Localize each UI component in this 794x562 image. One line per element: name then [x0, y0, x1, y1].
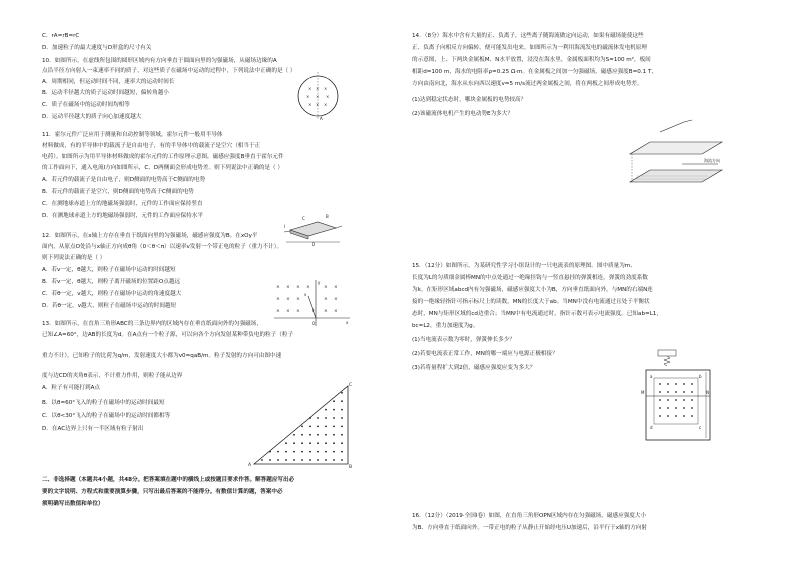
q13-option-c: C．以θ<30°飞入的粒子在磁场中的运动时间都相等: [42, 413, 171, 419]
field-dot: [285, 442, 287, 444]
field-dot: [261, 459, 263, 461]
field-dot: [667, 383, 669, 385]
axis-label-x: x: [346, 320, 349, 325]
field-dot: [659, 407, 661, 409]
q13-triangle-field-figure: [248, 380, 354, 468]
field-dot: [317, 434, 319, 436]
q11-option-b: B．若元件的载流子是空穴，则D侧面的电势高于C侧面的电势: [42, 189, 194, 195]
rod-end-m-label: M: [641, 390, 645, 395]
q13-stem: 已知∠A=60°，边AB的长度为d。在A点有一个粒子源，可以向各个方向发射某种带负电的粒子（粒子: [42, 332, 294, 338]
q14-question-2: (2)该磁流体电机产生的电动势E为多大？: [412, 111, 513, 117]
field-dot: [325, 434, 327, 436]
field-dot: [691, 391, 693, 393]
svg-text:×: ×: [324, 285, 328, 290]
field-dot: [325, 459, 327, 461]
field-dot: [309, 442, 311, 444]
q14-stem: 的示意图，上、下两块金属板M、N水平放置，浸没在海水里，金属板面积均为S=100 m²，板间: [412, 57, 651, 63]
field-dot: [691, 407, 693, 409]
q10-option-d: D．运动半径越大的质子向心加速度越大: [42, 114, 142, 120]
svg-text:×: ×: [286, 297, 290, 302]
origin-label: O: [312, 321, 316, 326]
field-dot: [293, 434, 295, 436]
q13-stem: 重力不计），已知粒子的比荷为q/m，发射速度大小都为v0=qaB/m。粒子发射的方向可由图中速: [42, 353, 282, 359]
svg-text:×: ×: [334, 297, 338, 302]
svg-text:×: ×: [308, 102, 312, 107]
field-dot: [301, 426, 303, 428]
field-dot: [333, 459, 335, 461]
section-two-heading: 须明确写出数值和单位）: [42, 501, 104, 507]
svg-text:×: ×: [276, 309, 280, 314]
q11-option-c: C．在测地球赤道上方的地磁场强弱时，元件的工作面应保持竖直: [42, 201, 203, 207]
q12-option-b: B．若v一定，θ越大，则粒子离开磁场的位置距O点越远: [42, 279, 181, 285]
q10-stem: 10．如图所示，在虚线所包围的圆形区域内有方向垂直于圆面向里的匀强磁场，从磁场边缘的A: [42, 58, 277, 64]
q14-stem: 相距d=100 m，海水的电阻率ρ=0.25 Ω·m。在金属板之间加一匀强磁场，磁感应强度B=0.1 T，: [412, 69, 657, 75]
q15-stem: bc=L2，重力加速度为g。: [412, 323, 479, 329]
text-line: D．加速粒子的最大速度与D形盒的尺寸有关: [42, 45, 152, 51]
field-dot: [683, 407, 685, 409]
sea-current-label: 海流方向: [704, 158, 720, 163]
q15-question-1: (1)当电流表示数为零时，弹簧伸长多少？: [412, 337, 516, 343]
field-dot: [691, 399, 693, 401]
field-dot: [309, 451, 311, 453]
svg-text:×: ×: [326, 94, 330, 99]
svg-text:×: ×: [276, 285, 280, 290]
hall-label-b: B: [326, 214, 329, 219]
svg-text:×: ×: [276, 297, 280, 302]
q11-stem: 的工作面向下，通入电流I方向如图所示，C、D两侧面会形成电势差。则下列说法中正确的是（ ）: [42, 165, 283, 171]
svg-text:×: ×: [334, 309, 338, 314]
svg-text:×: ×: [324, 297, 328, 302]
field-dot: [317, 442, 319, 444]
hall-label-i: I: [284, 224, 286, 229]
axis-label-y: y: [318, 280, 321, 285]
field-dot: [309, 459, 311, 461]
hall-label-d: D: [312, 242, 316, 247]
q11-option-d: D．在测地球赤道上方的地磁场强弱时，元件的工作面应保持水平: [42, 213, 203, 219]
corner-d-label: d: [650, 425, 653, 430]
q15-question-3: (3)若将量程扩大到2倍，磁感应强度应变为多大？: [412, 365, 536, 371]
q13-stem: 度与边CD的夹角θ表示，不计重力作用，则粒子能从边界: [42, 373, 183, 379]
svg-text:×: ×: [296, 285, 300, 290]
q15-stem: 15．（12分）如图所示，为某研究性学习小组设计的一只电流表的原理图。图中质量为m、: [412, 263, 636, 269]
field-dot: [309, 417, 311, 419]
vertex-a-label: A: [248, 463, 252, 468]
corner-c-label: c: [699, 425, 702, 430]
svg-text:×: ×: [316, 86, 320, 91]
field-dot: [333, 426, 335, 428]
q15-ammeter-figure: [640, 348, 716, 446]
field-dot: [325, 451, 327, 453]
field-dot: [333, 417, 335, 419]
q10-option-a: A．周期相同，但运动时间不同，速率大的运动时间长: [42, 79, 175, 85]
field-dot: [269, 459, 271, 461]
field-dot: [325, 409, 327, 411]
q11-hall-element-figure: [282, 210, 344, 248]
point-a-label: A: [320, 116, 323, 121]
q12-option-a: A．若v一定，θ越大，则粒子在磁场中运动的时间越短: [42, 267, 176, 273]
field-dot: [309, 434, 311, 436]
field-dot: [667, 391, 669, 393]
q16-stem: 为B、方向垂直于纸面向外。一带正电的粒子从静止开始经电压U加速后，沿平行于x轴的方向射: [412, 525, 647, 531]
field-dot: [691, 383, 693, 385]
q12-stem: 则下列说法正确的是（ ）: [42, 255, 106, 261]
svg-text:×: ×: [286, 309, 290, 314]
field-dot: [659, 399, 661, 401]
q15-stem: 为k。在矩形区域abcd内有匀强磁场，磁感应强度大小为B，方向垂直纸面向外。与MN的右端N连: [412, 287, 653, 293]
field-dot: [341, 426, 343, 428]
field-dot: [341, 442, 343, 444]
q11-stem: 11．霍尔元件广泛应用于测量和自动控制等领域，霍尔元件一般用半导体: [42, 132, 223, 138]
field-dot: [293, 459, 295, 461]
q11-option-a: A．若元件的载流子是自由电子，则D侧面的电势高于C侧面的电势: [42, 177, 206, 183]
field-dot: [691, 415, 693, 417]
velocity-label: v: [304, 292, 307, 297]
field-dot: [333, 442, 335, 444]
field-dot: [285, 451, 287, 453]
field-dot: [325, 426, 327, 428]
corner-a-label: a: [650, 374, 653, 379]
q10-stem: 点沿半径方向射入一束速率不同的质子，对这些质子在磁场中运动的过程中，下列说法中正确的是（ ）: [42, 68, 296, 74]
field-dot: [333, 409, 335, 411]
field-dot: [277, 459, 279, 461]
q13-stem: 13．如图所示，在直角三角形ABC的三条边界内的区域内存在垂直纸面向外的匀强磁场，: [42, 321, 262, 327]
field-dot: [675, 391, 677, 393]
field-dot: [317, 417, 319, 419]
q15-stem: 接的一绝缘轻指针可指示标尺上的读数，MN的长度大于ab。当MN中没有电流通过且处于平衡状: [412, 299, 650, 305]
svg-text:×: ×: [296, 297, 300, 302]
field-dot: [667, 399, 669, 401]
field-dot: [341, 459, 343, 461]
q10-option-b: B．运动半径越大的质子运动时间越短，偏转角越小: [42, 90, 169, 96]
svg-text:×: ×: [324, 102, 328, 107]
field-dot: [317, 459, 319, 461]
field-dot: [269, 451, 271, 453]
q12-stem: 面内，从原点O处沿与x轴正方向成θ角（0＜θ＜π）以速率v发射一个带正电的粒子（重力不计）。: [42, 244, 283, 250]
field-dot: [301, 434, 303, 436]
field-dot: [683, 415, 685, 417]
rod-end-n-label: N: [706, 390, 709, 395]
field-dot: [277, 451, 279, 453]
field-dot: [333, 400, 335, 402]
field-dot: [675, 415, 677, 417]
text-line: C．rA=rB=rC: [42, 33, 80, 39]
corner-b-label: b: [699, 374, 702, 379]
svg-text:×: ×: [296, 309, 300, 314]
field-dot: [309, 426, 311, 428]
q13-option-b: B．以θ=60°飞入的粒子在磁场中的运动时间最短: [42, 400, 165, 406]
field-dot: [341, 417, 343, 419]
field-dot: [301, 451, 303, 453]
q14-stem: 正、负离子向相反方向偏转，便可能发出电来。如图所示为一利用海流发电的磁流体发电机原理: [412, 45, 647, 51]
field-dot: [317, 426, 319, 428]
field-dot: [333, 434, 335, 436]
svg-text:×: ×: [286, 285, 290, 290]
field-dot: [659, 415, 661, 417]
field-dot: [683, 391, 685, 393]
field-dot: [341, 434, 343, 436]
q10-circle-field-figure: [292, 70, 344, 122]
field-dot: [341, 451, 343, 453]
svg-text:×: ×: [324, 309, 328, 314]
q12-axis-field-figure: [270, 278, 352, 328]
svg-text:×: ×: [308, 86, 312, 91]
field-dot: [325, 442, 327, 444]
field-dot: [293, 451, 295, 453]
q15-stem: 长度为L的匀质细金属棒MN的中点处通过一绝缘挂钩与一竖直悬挂的弹簧相连，弹簧的劲度系数: [412, 275, 648, 281]
field-dot: [341, 400, 343, 402]
q14-stem: 方向由南向北，海水从东向西以速度v=5 m/s流过两金属板之间，将在两板之间形成电势差。: [412, 81, 643, 87]
vertex-c-label: C: [349, 383, 353, 388]
field-dot: [341, 409, 343, 411]
field-dot: [317, 451, 319, 453]
vertex-b-label: B: [349, 465, 353, 468]
svg-text:×: ×: [306, 94, 310, 99]
q13-option-a: A．粒子有可能打到A点: [42, 385, 100, 391]
q12-stem: 12．如图所示，在x轴上方存在垂直于纸面向里的匀强磁场，磁感应强度为B。在xOy平: [42, 233, 258, 239]
q14-question-1: (1)达到稳定状态时，哪块金属板的电势较高？: [412, 97, 527, 103]
field-dot: [659, 383, 661, 385]
field-dot: [301, 442, 303, 444]
field-dot: [675, 383, 677, 385]
q14-stem: 14．（8分）海水中含有大量的正、负离子，这些离子随海流做定向运动，如果有磁场能使这些: [412, 33, 644, 39]
hall-label-c: C: [302, 216, 305, 221]
field-dot: [333, 451, 335, 453]
q14-plates-figure: [622, 118, 732, 206]
q15-stem: 态时，MN与矩形区域的cd边重合；当MN中有电流通过时，指针示数可表示电流强度。已知ab=L1，: [412, 311, 662, 317]
svg-text:×: ×: [334, 285, 338, 290]
field-dot: [301, 459, 303, 461]
field-dot: [293, 442, 295, 444]
q12-option-c: C．若θ一定，v越大，则粒子在磁场中运动的角速度越大: [42, 291, 182, 297]
field-dot: [683, 399, 685, 401]
field-dot: [667, 407, 669, 409]
field-dot: [675, 407, 677, 409]
field-dot: [285, 459, 287, 461]
angle-label: θ: [312, 308, 315, 313]
q11-stem: 材料做成，有的半导体中的载流子是自由电子，有的半导体中的载流子是空穴（相当于正: [42, 143, 261, 149]
section-two-heading: 二、非选择题（本题共4小题，共48分。把答案填在题中的横线上或按题目要求作答。解答题应写出必: [42, 477, 295, 483]
q16-stem: 16．（12分）（2019·全国Ⅰ卷）如图，在直角三角形OPN区域内存在匀强磁场，磁感应强度大小: [412, 513, 647, 519]
svg-text:×: ×: [316, 102, 320, 107]
field-dot: [675, 399, 677, 401]
svg-text:×: ×: [316, 94, 320, 99]
field-dot: [667, 415, 669, 417]
section-two-heading: 要的文字说明、方程式和重要演算步骤，只写出最后答案的不能得分。有数值计算的题，答案中必: [42, 489, 283, 495]
field-dot: [683, 383, 685, 385]
field-dot: [341, 392, 343, 394]
q13-option-d: D．在AC边界上只有一半区域有粒子射出: [42, 426, 144, 432]
svg-text:×: ×: [306, 285, 310, 290]
field-dot: [659, 391, 661, 393]
q10-option-c: C．质子在磁场中的运动时间均相等: [42, 102, 130, 108]
field-dot: [325, 417, 327, 419]
q15-question-2: (2)若要电流表正常工作，MN的哪一端应与电源正极相接？: [412, 351, 558, 357]
q11-stem: 电荷）。如图所示为用半导体材料做成的霍尔元件的工作原理示意图，磁感应强度B垂直于霍尔元件: [42, 154, 284, 160]
svg-text:×: ×: [324, 86, 328, 91]
q12-option-d: D．若θ一定，v越大，则粒子在磁场中运动的时间越短: [42, 303, 177, 309]
